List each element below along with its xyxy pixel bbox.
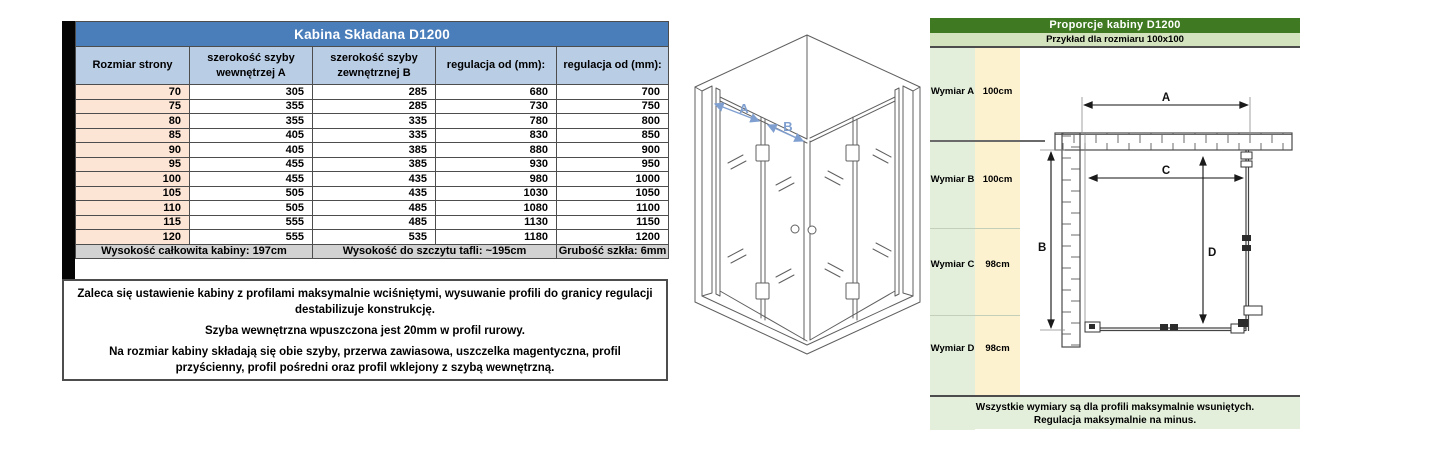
row-value-cell: 980 <box>436 172 557 187</box>
column-header-inner-glass: szerokość szyby wewnętrzej A <box>190 47 313 85</box>
table-row <box>76 172 669 187</box>
hinges-and-knobs <box>756 145 859 299</box>
dimension-c-label: Wymiar C <box>930 259 975 270</box>
row-value-cell: 1050 <box>557 186 669 201</box>
row-size-cell: 75 <box>76 99 190 114</box>
row-value-cell: 505 <box>190 201 313 216</box>
row-value-cell: 1030 <box>436 186 557 201</box>
notes-box <box>62 279 668 381</box>
table-row <box>76 186 669 201</box>
proportions-subtitle: Przykład dla rozmiaru 100x100 <box>930 33 1300 48</box>
proportions-panel <box>930 18 1300 432</box>
footer-panel-height: Wysokość do szczytu tafli: ~195cm <box>313 244 557 258</box>
column-header-regulation-from: regulacja od (mm): <box>436 47 557 85</box>
row-size-cell: 85 <box>76 128 190 143</box>
row-divider <box>930 228 1020 229</box>
column-header-regulation-to: regulacja od (mm): <box>557 47 669 85</box>
hinge-icon <box>756 145 769 161</box>
cabin-plan-diagram <box>1035 75 1300 395</box>
row-size-cell: 110 <box>76 201 190 216</box>
row-value-cell: 385 <box>313 157 436 172</box>
door-knob-icon <box>791 225 799 233</box>
glass-panels <box>1085 150 1249 331</box>
table-row <box>76 157 669 172</box>
column-header-size: Rozmiar strony <box>76 47 190 85</box>
row-size-cell: 120 <box>76 230 190 245</box>
row-value-cell: 1180 <box>436 230 557 245</box>
row-value-cell: 485 <box>313 201 436 216</box>
row-value-cell: 355 <box>190 114 313 129</box>
row-value-cell: 880 <box>436 143 557 158</box>
table-title-row <box>76 22 669 47</box>
cabin-outline <box>695 35 920 354</box>
table-row <box>76 128 669 143</box>
note-profiles: Zaleca się ustawienie kabiny z profilami maksymalnie wciśniętymi, wysuwanie profili do granicy regulacji destabilizuje konstrukcję. <box>77 288 653 316</box>
dimension-b-value: 100cm <box>982 174 1013 185</box>
table-row <box>76 143 669 158</box>
row-value-cell: 555 <box>190 215 313 230</box>
cabin-isometric-drawing <box>688 25 928 355</box>
table-row <box>76 215 669 230</box>
row-value-cell: 355 <box>190 99 313 114</box>
row-value-cell: 830 <box>436 128 557 143</box>
table-title: Kabina Składana D1200 <box>76 22 669 47</box>
section-divider <box>930 140 1045 142</box>
glass-b-label: B <box>783 119 793 134</box>
dimension-a-value: 100cm <box>982 86 1013 97</box>
footnote-max-inserted: Wszystkie wymiary są dla profili maksymalnie wsuniętych. <box>975 402 1255 413</box>
footer-glass-thickness: Grubość szkła: 6mm <box>557 244 669 258</box>
dimension-d-value: 98cm <box>985 343 1010 354</box>
row-value-cell: 1150 <box>557 215 669 230</box>
note-size-composition: Na rozmiar kabiny składają się obie szyby, przerwa zawiasowa, uszczelka magentyczna, profil przyścienny, profil pośredni oraz profil wklejony z szybą wewnętrzną. <box>109 346 621 374</box>
row-value-cell: 305 <box>190 85 313 100</box>
row-value-cell: 680 <box>436 85 557 100</box>
table-row <box>76 114 669 129</box>
row-value-cell: 1080 <box>436 201 557 216</box>
row-size-cell: 90 <box>76 143 190 158</box>
row-value-cell: 930 <box>436 157 557 172</box>
table-row <box>76 230 669 245</box>
hinge-icon <box>846 145 859 161</box>
table-row <box>76 85 669 100</box>
footer-total-height: Wysokość całkowita kabiny: 197cm <box>76 244 313 258</box>
panel-footnotes <box>930 397 1300 429</box>
row-value-cell: 385 <box>313 143 436 158</box>
cabin-spec-table <box>75 21 669 259</box>
row-size-cell: 95 <box>76 157 190 172</box>
row-value-cell: 335 <box>313 128 436 143</box>
top-wall <box>1055 133 1292 150</box>
row-value-cell: 435 <box>313 172 436 187</box>
row-value-cell: 700 <box>557 85 669 100</box>
hinge-marks <box>1089 235 1251 330</box>
table-header-row <box>76 47 669 85</box>
footnote-regulation-minus: Regulacja maksymalnie na minus. <box>1033 415 1197 426</box>
plan-b-label: B <box>1038 242 1047 254</box>
row-value-cell: 1200 <box>557 230 669 245</box>
row-value-cell: 285 <box>313 85 436 100</box>
plan-a-label: A <box>1161 92 1171 104</box>
row-value-cell: 730 <box>436 99 557 114</box>
row-value-cell: 750 <box>557 99 669 114</box>
row-size-cell: 80 <box>76 114 190 129</box>
table-footer-row <box>76 244 669 258</box>
column-header-outer-glass: szerokość szyby zewnętrznej B <box>313 47 436 85</box>
table-row <box>76 99 669 114</box>
table-body <box>76 85 669 245</box>
dimension-b-label: Wymiar B <box>930 174 975 185</box>
row-value-cell: 1130 <box>436 215 557 230</box>
table-left-edge-bar <box>62 21 75 279</box>
row-value-cell: 285 <box>313 99 436 114</box>
dimension-d-label: Wymiar D <box>930 343 975 354</box>
left-wall <box>1062 133 1080 347</box>
note-glass-inset: Szyba wewnętrzna wpuszczona jest 20mm w profil rurowy. <box>205 325 525 337</box>
table-row <box>76 201 669 216</box>
row-value-cell: 1100 <box>557 201 669 216</box>
row-value-cell: 505 <box>190 186 313 201</box>
dimension-label-column <box>930 48 975 430</box>
row-value-cell: 900 <box>557 143 669 158</box>
row-value-cell: 555 <box>190 230 313 245</box>
proportions-title: Proporcje kabiny D1200 <box>930 18 1300 33</box>
row-value-cell: 780 <box>436 114 557 129</box>
row-size-cell: 70 <box>76 85 190 100</box>
row-value-cell: 950 <box>557 157 669 172</box>
row-value-cell: 405 <box>190 143 313 158</box>
row-value-cell: 850 <box>557 128 669 143</box>
profile-brackets <box>1085 152 1262 333</box>
row-size-cell: 115 <box>76 215 190 230</box>
row-value-cell: 405 <box>190 128 313 143</box>
dimension-c-value: 98cm <box>985 259 1010 270</box>
hinge-icon <box>846 283 859 299</box>
row-value-cell: 535 <box>313 230 436 245</box>
plan-c-label: C <box>1161 165 1171 177</box>
row-value-cell: 455 <box>190 172 313 187</box>
row-divider <box>930 315 1020 316</box>
plan-d-label: D <box>1208 247 1217 259</box>
row-value-cell: 455 <box>190 157 313 172</box>
row-size-cell: 105 <box>76 186 190 201</box>
row-value-cell: 485 <box>313 215 436 230</box>
row-size-cell: 100 <box>76 172 190 187</box>
dimension-a-label: Wymiar A <box>930 86 975 97</box>
row-value-cell: 800 <box>557 114 669 129</box>
row-value-cell: 1000 <box>557 172 669 187</box>
glass-a-label: A <box>739 101 749 116</box>
door-knob-icon <box>808 226 816 234</box>
hinge-icon <box>756 283 769 299</box>
row-value-cell: 335 <box>313 114 436 129</box>
row-value-cell: 435 <box>313 186 436 201</box>
